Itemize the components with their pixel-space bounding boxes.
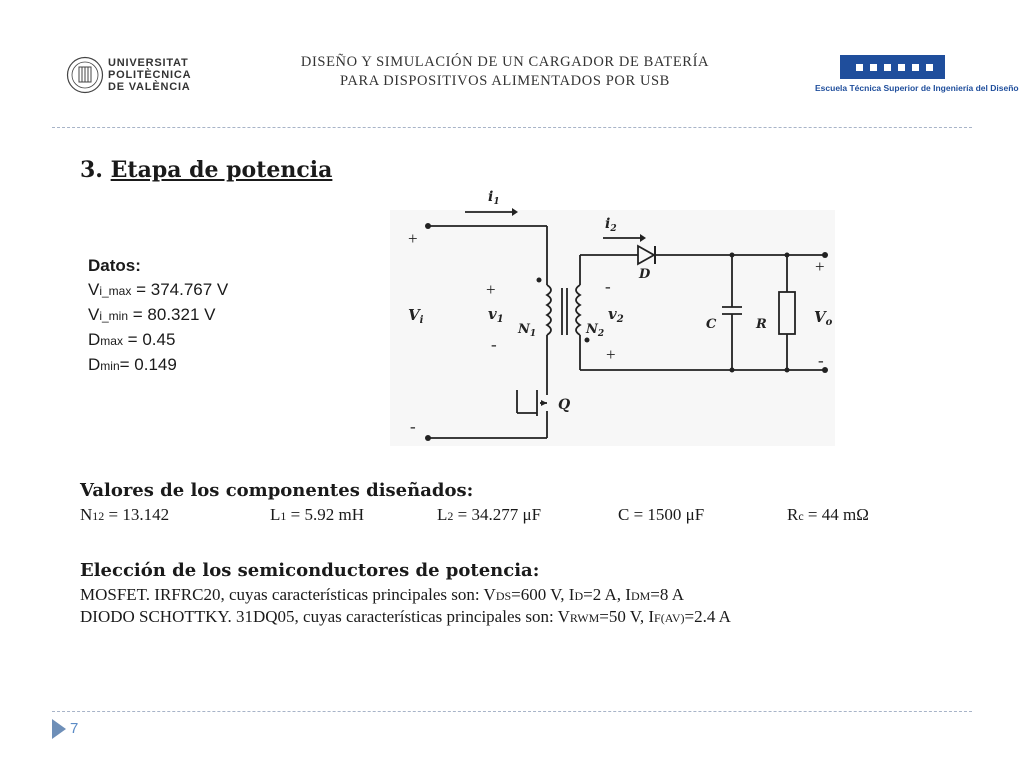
q-label: Q xyxy=(558,397,571,413)
vimax-value: = 374.767 V xyxy=(131,280,229,299)
r-label: R xyxy=(756,317,767,332)
datos-block xyxy=(88,254,228,378)
upv-line-1: UNIVERSITAT xyxy=(108,57,189,69)
i2-label: $i_2$ xyxy=(605,216,617,234)
vi-minus: - xyxy=(410,417,416,436)
vo-minus: - xyxy=(818,351,824,370)
dmin-sub: min xyxy=(100,359,120,373)
vo-plus: + xyxy=(815,257,825,276)
n2-label: $N_2$ xyxy=(586,322,605,339)
v2-label: $v_2$ xyxy=(608,305,624,325)
vo-label: $V_o$ xyxy=(814,308,833,328)
dmax-value: = 0.45 xyxy=(122,330,176,349)
vimin-symbol: V xyxy=(88,305,100,324)
page-number: 7 xyxy=(70,720,79,737)
vimin-sub: i_min xyxy=(99,309,129,323)
vi-label: $V_i$ xyxy=(408,306,424,326)
components-heading: Valores de los componentes diseñados: xyxy=(80,480,474,501)
flyback-schematic xyxy=(390,180,840,450)
dmin-line xyxy=(88,353,228,378)
vimin-value: = 80.321 V xyxy=(128,305,216,324)
dmin-value: = 0.149 xyxy=(119,355,177,374)
etsid-logo xyxy=(840,55,945,79)
semis-heading: Elección de los semiconductores de potencia: xyxy=(80,560,540,581)
dmin-symbol: D xyxy=(88,355,101,374)
v1-minus: - xyxy=(491,335,497,354)
vimax-line xyxy=(88,278,228,303)
title-line-1: DISEÑO Y SIMULACIÓN DE UN CARGADOR DE BATERÍA xyxy=(300,54,710,70)
i1-label: $i_1$ xyxy=(488,189,500,207)
section-title xyxy=(80,157,332,183)
vimax-sub: i_max xyxy=(99,284,132,298)
circuit-diagram xyxy=(390,180,840,450)
upv-line-3: DE VALÈNCIA xyxy=(108,81,191,93)
dmax-symbol: D xyxy=(88,330,101,349)
v2-plus: + xyxy=(606,345,616,364)
mosfet-line: MOSFET. IRFRC20, cuyas características principales son: VDS=600 V, ID=2 A, IDM=8 A xyxy=(80,585,684,604)
vi-plus: + xyxy=(408,229,418,248)
v1-plus: + xyxy=(486,280,496,299)
presentation-title xyxy=(230,53,780,91)
v1-label: $v_1$ xyxy=(488,305,504,325)
etsid-name: Escuela Técnica Superior de Ingeniería del Diseño xyxy=(815,83,1019,93)
upv-name xyxy=(108,57,191,93)
l1-value: L1 = 5.92 mH xyxy=(270,505,364,524)
etsid-blocks-icon xyxy=(840,55,945,79)
c-value: C = 1500 μF xyxy=(618,505,705,524)
footer-divider xyxy=(52,711,972,712)
v2-minus: - xyxy=(605,277,611,296)
slide-arrow-icon xyxy=(52,719,66,744)
vimax-symbol: V xyxy=(88,280,100,299)
d-label: D xyxy=(639,267,651,282)
diode-line: DIODO SCHOTTKY. 31DQ05, cuyas características principales son: VRWM=50 V, IF(AV)=2.4 A xyxy=(80,607,731,626)
upv-line-2: POLITÈCNICA xyxy=(108,69,192,81)
dmax-line xyxy=(88,328,228,353)
upv-seal-icon xyxy=(66,56,104,94)
rc-value: Rc = 44 mΩ xyxy=(787,505,869,524)
l2-value: L2 = 34.277 μF xyxy=(437,505,542,524)
vimin-line xyxy=(88,303,228,328)
dmax-sub: max xyxy=(100,334,123,348)
header-divider xyxy=(52,127,972,128)
datos-heading: Datos: xyxy=(88,256,141,275)
upv-logo xyxy=(66,56,104,94)
section-title-text: Etapa de potencia xyxy=(110,157,333,183)
n12-value: N12 = 13.142 xyxy=(80,505,170,524)
section-number: 3. xyxy=(80,157,103,183)
c-label: C xyxy=(706,317,717,332)
title-line-2: PARA DISPOSITIVOS ALIMENTADOS POR USB xyxy=(340,73,670,89)
n1-label: $N_1$ xyxy=(518,322,537,339)
